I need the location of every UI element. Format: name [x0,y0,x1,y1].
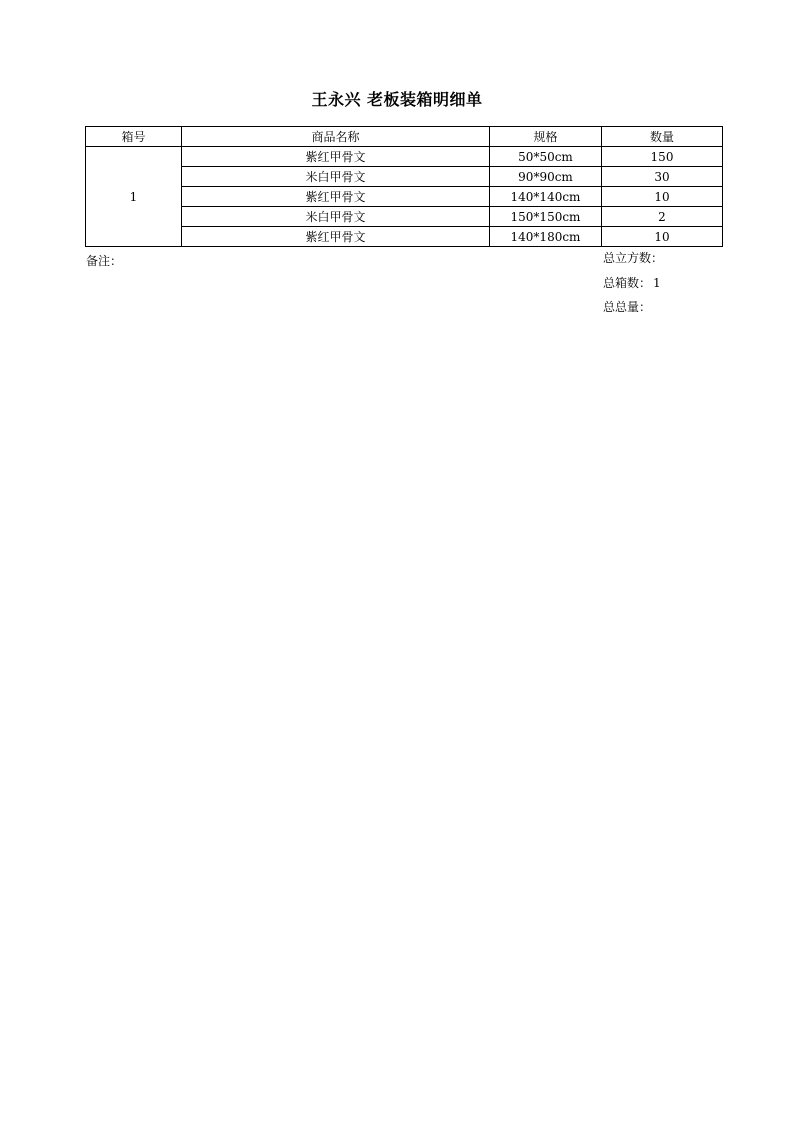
product-name-cell: 米白甲骨文 [182,207,490,227]
spec-cell: 140*140cm [490,187,602,207]
table-row [86,147,723,167]
note-label: 备注： [86,254,123,268]
table-row [86,207,723,227]
total-boxes-label: 总箱数： [603,276,652,290]
total-weight [603,298,651,315]
product-name-cell: 紫红甲骨文 [182,227,490,247]
total-boxes-value: 1 [653,276,661,290]
table-row [86,227,723,247]
product-name-cell: 紫红甲骨文 [182,147,490,167]
quantity-cell: 10 [602,227,723,247]
spec-cell: 150*150cm [490,207,602,227]
total-volume [603,249,663,266]
spec-cell: 90*90cm [490,167,602,187]
header-spec: 规格 [490,127,602,147]
total-boxes [603,274,661,291]
packing-list-table [85,126,723,247]
product-name-cell: 米白甲骨文 [182,167,490,187]
header-quantity: 数量 [602,127,723,147]
product-name-cell: 紫红甲骨文 [182,187,490,207]
box-no-cell: 1 [86,147,182,247]
table-row [86,187,723,207]
spec-cell: 50*50cm [490,147,602,167]
quantity-cell: 10 [602,187,723,207]
total-weight-label: 总总量： [603,300,652,314]
quantity-cell: 2 [602,207,723,227]
header-box-no: 箱号 [86,127,182,147]
header-product-name: 商品名称 [182,127,490,147]
quantity-cell: 30 [602,167,723,187]
total-volume-label: 总立方数： [603,251,664,265]
quantity-cell: 150 [602,147,723,167]
table-header-row [86,127,723,147]
document-title: 王永兴 老板装箱明细单 [311,90,483,109]
spec-cell: 140*180cm [490,227,602,247]
table-row [86,167,723,187]
